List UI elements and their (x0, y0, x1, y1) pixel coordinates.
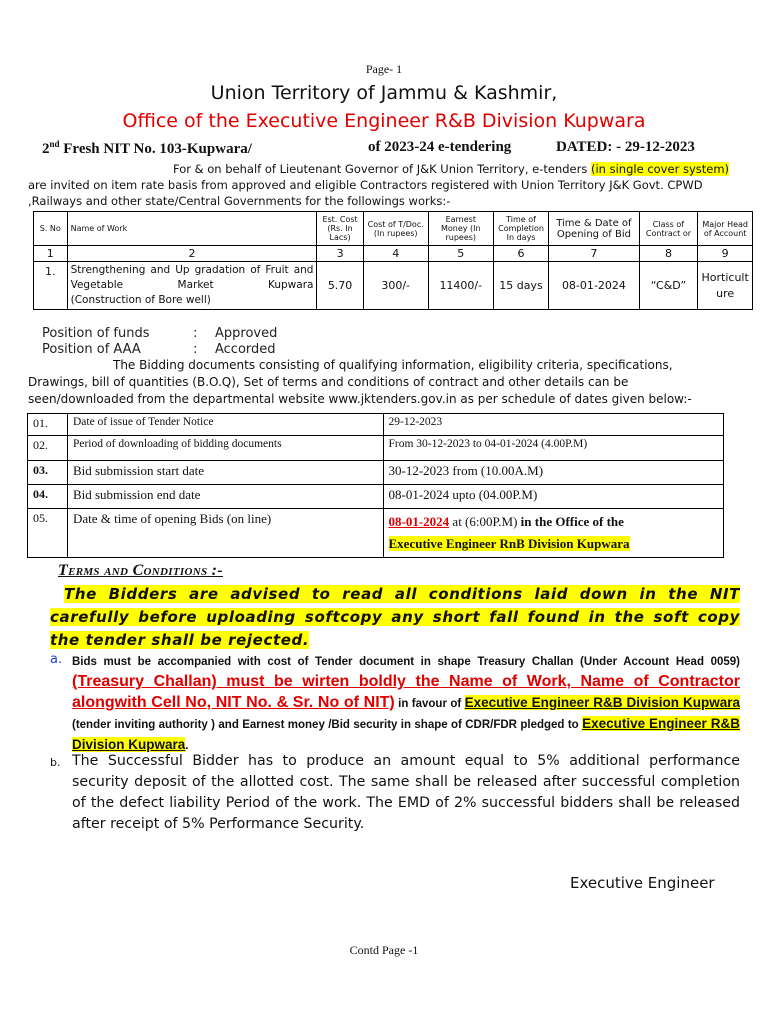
opening-place: in the Office of the (520, 514, 624, 529)
nit-number: Fresh NIT No. 103-Kupwara/ (59, 141, 252, 157)
col-number: 9 (698, 246, 753, 262)
opening-date: 08-01-2024 (388, 514, 450, 529)
works-table (33, 211, 753, 310)
col-header: Earnest Money (In rupees) (428, 212, 493, 246)
clause-a-challan: (Treasury Challan) must be wirten boldly the Name of Work, Name of Contractor alongwith Cell No, NIT No. & Sr. No of NIT) (72, 673, 740, 711)
clause-a-marker: a. (50, 652, 63, 667)
signature: Executive Engineer (570, 874, 715, 892)
schedule-label: Period of downloading of bidding documents (67, 436, 383, 461)
clause-a-favour: in favour of (398, 698, 462, 710)
work-time: 15 days (493, 262, 548, 310)
schedule-no: 05. (28, 509, 68, 558)
work-doc-cost: 300/- (363, 262, 428, 310)
bidding-line-3: seen/downloaded from the departmental website www.jktenders.gov.in as per schedule of dates given below:- (28, 392, 692, 406)
works-number-row (34, 246, 753, 262)
schedule-no: 03. (28, 461, 68, 485)
nit-date: DATED: - 29-12-2023 (556, 139, 695, 155)
clause-a-end: . (185, 740, 189, 752)
work-opening: 08-01-2024 (549, 262, 639, 310)
schedule-label: Date & time of opening Bids (on line) (67, 509, 383, 558)
work-name: Strengthening and Up gradation of Fruit and Vegetable Market Kupwara (70, 264, 314, 291)
intro-text: For & on behalf of Lieutenant Governor of J&K Union Territory, e-tenders (173, 162, 591, 176)
aaa-label: Position of AAA (42, 342, 141, 357)
single-cover-highlight: (in single cover system) (591, 162, 730, 176)
schedule-value (383, 509, 724, 558)
heading-ut: Union Territory of Jammu & Kashmir, (210, 82, 558, 104)
bidding-line-2: Drawings, bill of quantities (B.O.Q), Set of terms and conditions of contract and other details can be (28, 375, 629, 389)
nit-line (42, 139, 252, 158)
schedule-label: Bid submission start date (67, 461, 383, 485)
opening-office: Executive Engineer RnB Division Kupwara (388, 536, 630, 551)
col-number: 8 (639, 246, 698, 262)
intro-line-1 (173, 162, 729, 176)
col-header: Class of Contract or (639, 212, 698, 246)
schedule-label: Bid submission end date (67, 485, 383, 509)
schedule-row (28, 461, 724, 485)
schedule-row (28, 414, 724, 436)
funds-sep: : (193, 326, 198, 341)
opening-time: at (6:00P.M) (449, 514, 521, 529)
funds-label: Position of funds (42, 326, 150, 341)
work-head: Horticulture (698, 262, 753, 310)
col-header: Major Head of Account (698, 212, 753, 246)
schedule-row (28, 509, 724, 558)
clause-a (72, 652, 740, 756)
col-header: Name of Work (67, 212, 317, 246)
col-number: 6 (493, 246, 548, 262)
schedule-label: Date of issue of Tender Notice (67, 414, 383, 436)
clause-b: The Successful Bidder has to produce an amount equal to 5% additional performance security deposit of the allotted cost. The same shall be released after successful completion of the defect liability Period of the work. The EMD of 2% successful bidders shall be released after receipt of 5% Performance Security. (72, 753, 740, 832)
nit-year: of 2023-24 e-tendering (368, 139, 512, 155)
schedule-no: 02. (28, 436, 68, 461)
funds-value: Approved (215, 326, 278, 341)
clause-b-marker: b. (50, 756, 61, 769)
work-est-cost: 5.70 (317, 262, 363, 310)
footer-contd: Contd Page -1 (349, 943, 419, 957)
advice-highlight: The Bidders are advised to read all conditions laid down in the NIT carefully before uploading softcopy any short fall found in the soft copy the tender shall be rejected. (50, 585, 740, 649)
col-number: 4 (363, 246, 428, 262)
col-header: Time & Date of Opening of Bid (549, 212, 639, 246)
col-number: 5 (428, 246, 493, 262)
schedule-no: 04. (28, 485, 68, 509)
work-earnest: 11400/- (428, 262, 493, 310)
intro-line-2: are invited on item rate basis from approved and eligible Contractors registered with Union Territory J&K Govt. CPWD (28, 178, 703, 192)
nit-ordinal-suffix: nd (49, 139, 60, 149)
schedule-row (28, 436, 724, 461)
terms-advice (50, 583, 740, 652)
clause-a-emd: (tender inviting authority ) and Earnest money /Bid security in shape of CDR/FDR pledged to (72, 719, 579, 731)
col-header: Time of Completion In days (493, 212, 548, 246)
work-name-cell (67, 262, 317, 310)
work-name-detail: (Construction of Bore well) (70, 294, 211, 306)
aaa-value: Accorded (215, 342, 276, 357)
schedule-value: 08-01-2024 upto (04.00P.M) (383, 485, 724, 509)
clause-a-office-1: Executive Engineer R&B Division Kupwara (464, 695, 740, 710)
clause-a-intro: Bids must be accompanied with cost of Tender document in shape Treasury Challan (Under Account Head 0059) (72, 656, 740, 668)
works-row (34, 262, 753, 310)
col-header: S. No (34, 212, 68, 246)
col-header: Cost of T/Doc. (In rupees) (363, 212, 428, 246)
work-class: “C&D” (639, 262, 698, 310)
schedule-table (27, 413, 724, 558)
intro-line-3: ,Railways and other state/Central Governments for the followings works:- (28, 194, 451, 208)
page-number: Page- 1 (365, 62, 403, 76)
aaa-sep: : (193, 342, 198, 357)
col-number: 2 (67, 246, 317, 262)
col-number: 3 (317, 246, 363, 262)
col-number: 1 (34, 246, 68, 262)
work-sno: 1. (34, 262, 68, 310)
col-header: Est. Cost (Rs. In Lacs) (317, 212, 363, 246)
col-number: 7 (549, 246, 639, 262)
schedule-row (28, 485, 724, 509)
schedule-no: 01. (28, 414, 68, 436)
schedule-value: 29-12-2023 (383, 414, 724, 436)
clause-a-office-2: Executive Engineer R&B Division Kupwara (72, 716, 740, 752)
bidding-line-1: The Bidding documents consisting of qualifying information, eligibility criteria, specifications, (113, 358, 673, 372)
heading-office: Office of the Executive Engineer R&B Division Kupwara (122, 110, 646, 132)
schedule-value: From 30-12-2023 to 04-01-2024 (4.00P.M) (383, 436, 724, 461)
nit-ordinal: 2 (42, 141, 50, 157)
schedule-value: 30-12-2023 from (10.00A.M) (383, 461, 724, 485)
terms-heading: Terms and Conditions :- (58, 562, 223, 579)
works-header-row (34, 212, 753, 246)
